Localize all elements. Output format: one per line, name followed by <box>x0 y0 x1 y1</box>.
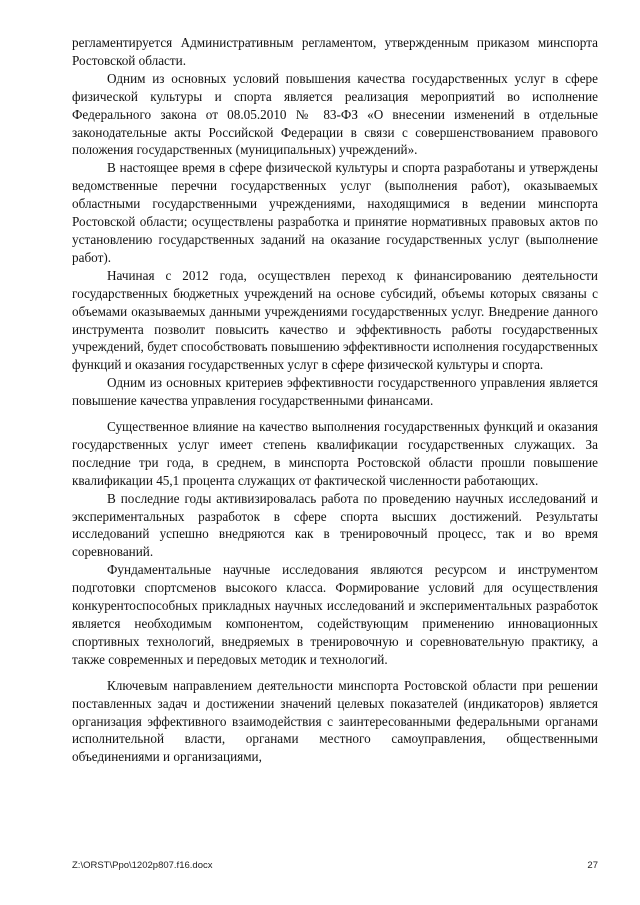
page-footer <box>72 860 598 871</box>
file-path: Z:\ORST\Ppo\1202p807.f16.docx <box>72 860 213 871</box>
paragraph: Одним из основных критериев эффективности государственного управления является повышение качества управления государственными финансами. <box>72 375 598 409</box>
paragraph: Начиная с 2012 года, осуществлен переход к финансированию деятельности государственных бюджетных учреждений на основе субсидий, объемы которых связаны с объемами оказываемых данными учреждениями государственных услуг. Внедрение данного инструмента позволит повысить качество и эффективность работы государственных учреждений, будет способствовать повышению эффективности исполнения государственных функций и оказания государственных услуг в сфере физической культуры и спорта. <box>72 267 598 373</box>
paragraph: В последние годы активизировалась работа по проведению научных исследований и экспериментальных разработок в сфере спорта высших достижений. Результаты исследований успешно внедряются как в тренировочный процесс, так и во время соревнований. <box>72 490 598 560</box>
paragraph: регламентируется Административным регламентом, утвержденным приказом минспорта Ростовской области. <box>72 35 598 68</box>
paragraph: В настоящее время в сфере физической культуры и спорта разработаны и утверждены ведомственные перечни государственных услуг (выполнения работ), оказываемых областными государственными учреждениями, находящимися в ведении минспорта Ростовской области; осуществлены разработка и принятие нормативных правовых актов по установлению государственных заданий на оказание государственных услуг (выполнение работ). <box>72 160 598 265</box>
paragraph: Ключевым направлением деятельности минспорта Ростовской области при решении поставленных задач и достижении значений целевых показателей (индикаторов) является организация эффективного взаимодействия с заинтересованными федеральными органами исполнительной власти, органами местного самоуправления, общественными объединениями и организациями, <box>72 677 598 765</box>
paragraph: Одним из основных условий повышения качества государственных услуг в сфере физической культуры и спорта является реализация мероприятий во исполнение Федерального закона от 08.05.2010 № 83-ФЗ «О внесении изменений в отдельные законодательные акты Российской Федерации в связи с совершенствованием правового положения государственных (муниципальных) учреждений». <box>72 70 598 158</box>
document-body <box>72 34 598 766</box>
page-number: 27 <box>587 860 598 871</box>
paragraph: Существенное влияние на качество выполнения государственных функций и оказания государственных услуг имеет степень квалификации государственных служащих. За последние три года, в среднем, в минспорта Ростовской области прошли повышение квалификации 45,1 процента служащих от фактической численности работающих. <box>72 419 598 488</box>
paragraph: Фундаментальные научные исследования являются ресурсом и инструментом подготовки спортсменов высокого класса. Формирование условий для осуществления конкурентоспособных прикладных научных исследований и экспериментальных разработок является необходимым компонентом, содействующим применению инновационных спортивных технологий, внедряемых в тренировочную и соревновательную практику, а также современных и передовых методик и технологий. <box>72 562 598 667</box>
